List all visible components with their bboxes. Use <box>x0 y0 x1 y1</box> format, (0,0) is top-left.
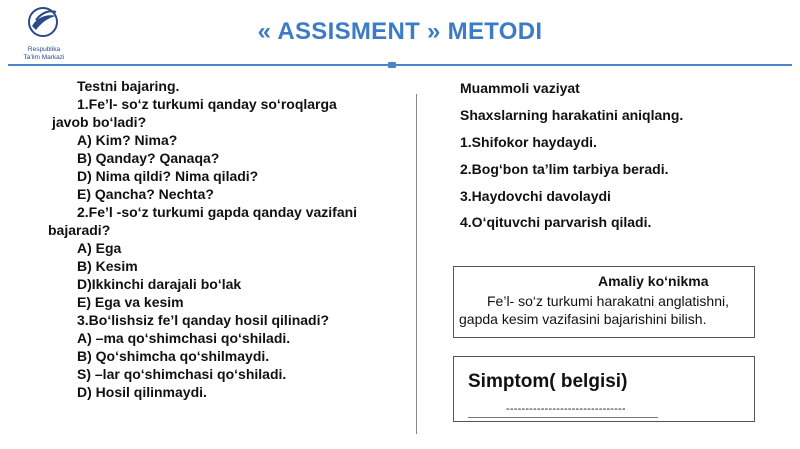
q2-option-d: D)Ikkinchi darajali bo‘lak <box>77 276 242 292</box>
question-1-cont: javob bo‘ladi? <box>52 114 147 130</box>
q2-option-a: A) Ega <box>77 240 122 256</box>
problem-task: Shaxslarning harakatini aniqlang. <box>460 107 684 123</box>
symptom-title: Simptom( belgisi) <box>468 371 628 392</box>
problem-item-2: 2.Bog‘bon ta’lim tarbiya beradi. <box>460 161 669 177</box>
symptom-box <box>453 356 755 422</box>
practical-skill-box <box>453 266 755 338</box>
symptom-answer-line: ------------------------------- <box>506 403 626 415</box>
q2-option-b: B) Kesim <box>77 258 138 274</box>
q1-option-e: E) Qancha? Nechta? <box>77 186 214 202</box>
question-3: 3.Bo‘lishsiz fe’l qanday hosil qilinadi? <box>77 312 330 328</box>
problem-title: Muammoli vaziyat <box>460 80 580 96</box>
problem-item-4: 4.O‘qituvchi parvarish qiladi. <box>460 214 652 230</box>
q2-option-e: E) Ega va kesim <box>77 294 184 310</box>
header-rule-left <box>8 64 388 66</box>
practical-skill-text: Fe’l- so‘z turkumi harakatni anglatishni, gapda kesim vazifasini bajarishini bilish. <box>459 293 729 327</box>
header-rule-right <box>396 64 792 66</box>
q3-option-d: D) Hosil qilinmaydi. <box>77 384 207 400</box>
header-rule-joint <box>388 62 396 68</box>
question-1: 1.Fe’l- so‘z turkumi qanday so‘roqlarga <box>77 96 337 112</box>
symptom-underline <box>468 417 658 418</box>
problem-item-3: 3.Haydovchi davolaydi <box>460 188 611 204</box>
question-2-cont: bajaradi? <box>48 222 111 238</box>
question-2: 2.Fe’l -so‘z turkumi gapda qanday vazifani <box>77 204 358 220</box>
logo-text-line-1: Respublika <box>27 46 61 53</box>
q3-option-s: S) –lar qo‘shimchasi qo‘shiladi. <box>77 366 287 382</box>
page-title: « ASSISMENT » METODI <box>257 18 543 45</box>
q3-option-b: B) Qo‘shimcha qo‘shilmaydi. <box>77 348 270 364</box>
q1-option-d: D) Nima qildi? Nima qiladi? <box>77 168 259 184</box>
test-instruction: Testni bajaring. <box>77 78 180 94</box>
problem-item-1: 1.Shifokor haydaydi. <box>460 134 597 150</box>
logo-text-line-2: Ta'lim Markazi <box>23 54 65 61</box>
q1-option-a: A) Kim? Nima? <box>77 132 178 148</box>
q1-option-b: B) Qanday? Qanaqa? <box>77 150 220 166</box>
practical-skill-title: Amaliy ko‘nikma <box>598 273 709 289</box>
q3-option-a: A) –ma qo‘shimchasi qo‘shiladi. <box>77 330 291 346</box>
column-divider <box>416 94 417 434</box>
